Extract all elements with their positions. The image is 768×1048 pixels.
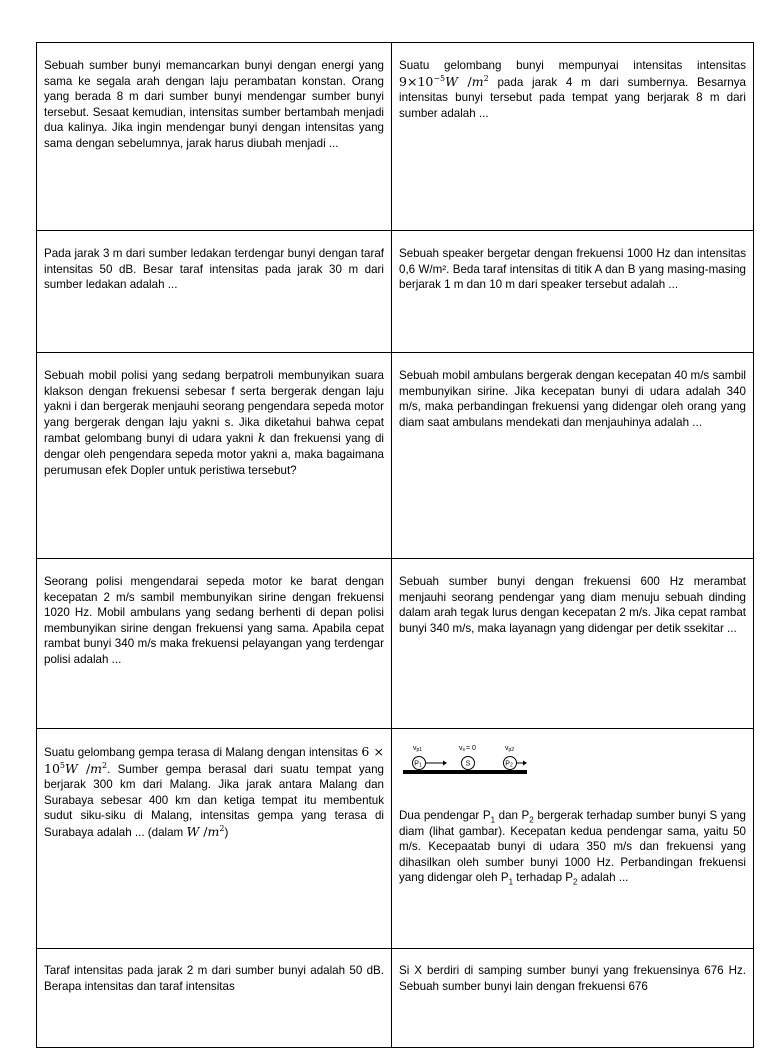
question-text: Sebuah sumber bunyi memancarkan bunyi dengan energi yang sama ke segala arah dengan laju perambatan konstan. Orang yang berada 8 m dari sumber bunyi mendengar sumber bunyi tersebut. Sesaat kemudian, intensitas sumber bertambah menjadi dua kalinya. Jika ingin mendengar bunyi dengan intensitas yang sama dengan sebelumnya, jarak harus diubah menjadi ... [44, 59, 384, 150]
question-text-part: Suatu gelombang bunyi mempunyai intensitas intensitas [399, 59, 746, 72]
question-text-part: Dua pendengar P [399, 809, 491, 822]
card-r5-left [37, 729, 392, 949]
question-text [44, 744, 384, 841]
arrow-p1-head [443, 761, 447, 766]
ground-bar [403, 770, 527, 774]
card-row-4 [37, 559, 754, 729]
card-r5-right [392, 729, 754, 949]
card-r2-left [37, 231, 392, 353]
unit-formula [186, 824, 224, 839]
question-text-part: . Sumber gempa berasal dari suatu tempat yang berjarak 300 km dari Malang. Jika jarak antara Malang dan Surabaya sebesar 400 km dan ketiga tempat itu membentuk sudut siku-siku di Malang, intensitas gempa yang terasa di Surabaya adalah ... (dalam [44, 762, 384, 839]
math-variable-k: k [257, 430, 266, 446]
label-vp2: vp2 [505, 745, 515, 753]
question-text: Seorang polisi mengendarai sepeda motor ke barat dengan kecepatan 2 m/s sambil membunyikan sirine dengan frekuensi 1020 Hz. Mobil ambulans yang sedang berhenti di depan polisi membunyikan sirine dengan frekuensi yang sama. Apabila cepat rambat bunyi 340 m/s maka frekuensi pelayangan yang terdengar polisi adalah ... [44, 575, 384, 666]
card-row-1 [37, 43, 754, 231]
label-p2: P2 [505, 760, 513, 769]
card-r6-right [392, 949, 754, 1048]
question-text-part: dan frekuensi yang di dengar oleh pengendara sepeda motor yakni a, maka bagaimana perumusan efek Dopler untuk peristiwa tersebut? [44, 432, 384, 477]
card-r2-right [392, 231, 754, 353]
label-p1: P1 [414, 760, 422, 769]
question-text: Sebuah speaker bergetar dengan frekuensi 1000 Hz dan intensitas 0,6 W/m². Beda taraf intensitas di titik A dan B yang masing-masing berjarak 1 m dan 10 m dari speaker tersebut adalah ... [399, 247, 746, 292]
math-slash: / [85, 760, 91, 776]
card-r6-left [37, 949, 392, 1048]
question-card-grid [36, 42, 754, 1048]
math-exponent: −5 [433, 73, 446, 83]
subscript: 1 [490, 815, 496, 825]
math-base: 10 [44, 760, 60, 776]
math-slash: / [203, 823, 208, 839]
math-unit-m: m [207, 823, 220, 839]
question-text: Sebuah sumber bunyi dengan frekuensi 600 Hz merambat menjauhi seorang pendengar yang diam menuju sebuah dinding dalam arah tegak lurus dengan kecepatan 2 m/s. Jika cepat rambat bunyi 340 m/s, maka layanagn yang didengar per detik ssekitar ... [399, 575, 746, 635]
math-base: 10 [417, 73, 434, 89]
card-r4-left [37, 559, 392, 729]
card-row-6 [37, 949, 754, 1048]
math-unit-exponent: 2 [219, 823, 225, 833]
math-times: × [373, 744, 384, 759]
question-text-part: Sebuah mobil polisi yang sedang berpatroli membunyikan suara klakson dengan frekuensi sebesar f serta bergerak dengan laju yakni i dan bergerak menjauhi seorang pengendara sepeda motor yang bergerak dengan laju yakni s. Jika diketahui bahwa cepat rambat gelombang bunyi di udara yakni [44, 369, 384, 446]
arrow-p2-head [523, 761, 527, 766]
question-text-part: terhadap P [516, 871, 574, 885]
question-text-part: dan P [498, 809, 530, 822]
math-times: × [406, 73, 418, 89]
card-row-5 [37, 729, 754, 949]
card-r4-right [392, 559, 754, 729]
math-unit-exponent: 2 [102, 760, 108, 770]
question-text-part: Suatu gelombang gempa terasa di Malang dengan intensitas [44, 746, 358, 759]
question-text [44, 368, 384, 478]
doppler-diagram-svg [401, 740, 531, 786]
math-unit-m: m [90, 760, 103, 776]
question-text-part: bergerak terhadap sumber bunyi S yang diam (lihat gambar). Kecepatan kedua pendengar sama, yaitu 50 m/s. Kecepaatab bunyi di udara 350 m/s dan frekuensi yang dihasilkan oleh sumber bunyi 1000 Hz. Perbandingan frekuensi yang didengar oleh P [399, 809, 746, 885]
question-text-part: pada jarak 4 m dari sumbernya. Besarnya intensitas bunyi tersebut pada tempat yang berjarak 8 m dari sumber adalah ... [399, 75, 746, 120]
question-text: Pada jarak 3 m dari sumber ledakan terdengar bunyi dengan taraf intensitas 50 dB. Besar taraf intensitas pada jarak 30 m dari sumber ledakan adalah ... [44, 247, 384, 292]
math-coefficient: 9 [399, 73, 407, 89]
card-r1-right [392, 43, 754, 231]
subscript: 2 [573, 877, 578, 887]
math-exponent: 5 [59, 760, 65, 770]
math-slash: / [467, 73, 472, 89]
question-text: Taraf intensitas pada jarak 2 m dari sumber bunyi adalah 50 dB. Berapa intensitas dan taraf intensitas [44, 964, 384, 993]
question-text-part: adalah ... [580, 871, 629, 885]
math-unit-m: m [471, 73, 484, 89]
subscript: 1 [508, 877, 514, 887]
closing-paren: ) [224, 825, 229, 839]
question-text: Si X berdiri di samping sumber bunyi yang frekuensinya 676 Hz. Sebuah sumber bunyi lain dengan frekuensi 676 [399, 964, 746, 993]
label-vp1: vp1 [413, 745, 423, 753]
question-text: Sebuah mobil ambulans bergerak dengan kecepatan 40 m/s sambil membunyikan sirine. Jika kecepatan bunyi di udara adalah 340 m/s, maka perbandingan frekuensi yang didengar oleh orang yang diam saat ambulans mendekati dan menjauhinya adalah ... [399, 369, 746, 429]
card-row-3 [37, 353, 754, 559]
question-text [399, 808, 746, 886]
math-unit-w: W [445, 73, 458, 89]
label-vs: vs= 0 [459, 745, 476, 753]
card-r1-left [37, 43, 392, 231]
math-unit-w: W [65, 760, 78, 776]
math-coefficient: 6 [361, 744, 370, 759]
subscript: 2 [529, 815, 534, 825]
math-unit-w: W [186, 823, 200, 839]
intensity-formula [399, 74, 489, 89]
question-card-sheet [36, 42, 746, 1024]
math-unit-exponent: 2 [483, 73, 489, 83]
card-r3-left [37, 353, 392, 559]
card-row-2 [37, 231, 754, 353]
label-s: S [465, 760, 471, 768]
card-r3-right [392, 353, 754, 559]
doppler-diagram [401, 740, 531, 786]
question-text [399, 58, 746, 121]
